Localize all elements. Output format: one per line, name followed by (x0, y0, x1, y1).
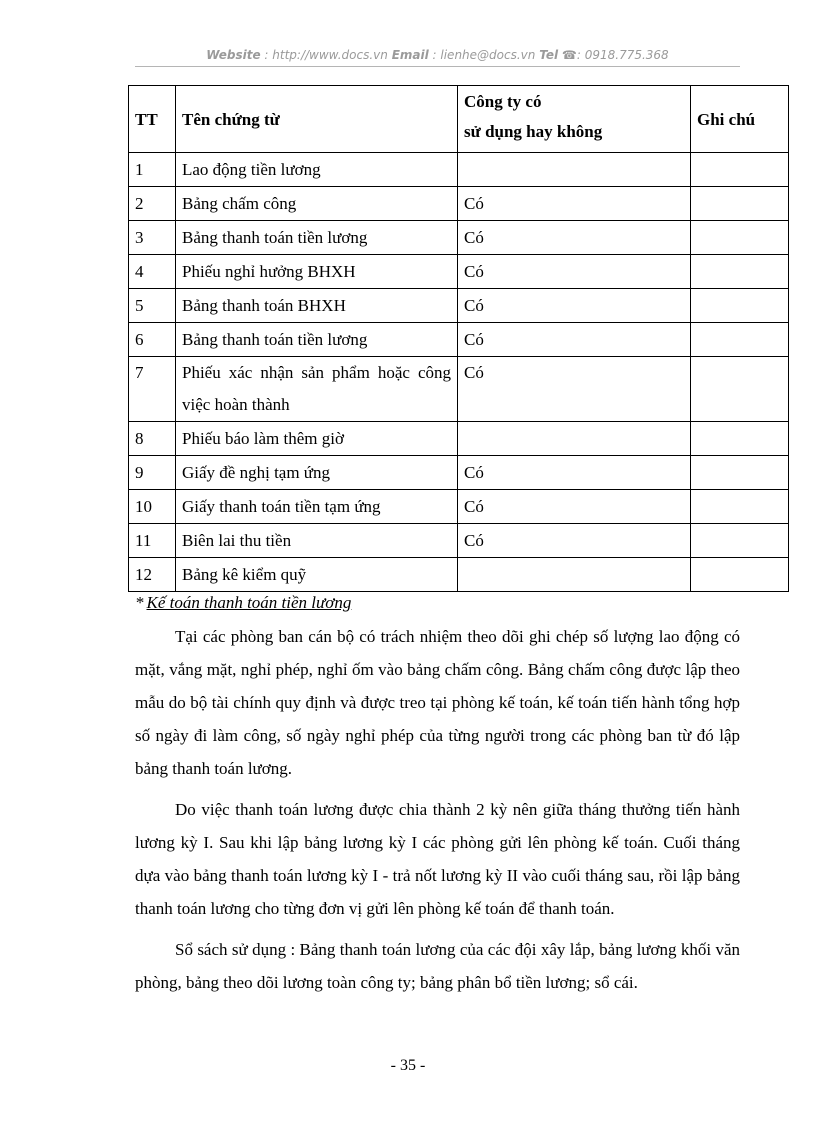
tel-number: : 0918.775.368 (576, 48, 669, 62)
cell-tt: 7 (129, 357, 176, 422)
cell-used: Có (458, 187, 691, 221)
column-header-used-line1: Công ty có (464, 92, 542, 111)
cell-used: Có (458, 289, 691, 323)
cell-tt: 10 (129, 490, 176, 524)
document-table (128, 85, 789, 592)
cell-used (458, 153, 691, 187)
table-row (129, 289, 789, 323)
cell-note (691, 153, 789, 187)
cell-used: Có (458, 490, 691, 524)
cell-used: Có (458, 524, 691, 558)
cell-name: Bảng thanh toán tiền lương (176, 323, 458, 357)
cell-note (691, 221, 789, 255)
email-label: Email (391, 48, 429, 62)
table-row (129, 221, 789, 255)
cell-note (691, 323, 789, 357)
cell-note (691, 422, 789, 456)
column-header-note: Ghi chú (691, 86, 789, 153)
phone-icon: ☎ (561, 48, 577, 62)
table-row (129, 456, 789, 490)
table-row (129, 422, 789, 456)
table-row (129, 153, 789, 187)
cell-tt: 8 (129, 422, 176, 456)
tel-label: Tel (539, 48, 559, 62)
cell-used (458, 558, 691, 592)
section-heading (135, 593, 351, 613)
table-row (129, 558, 789, 592)
cell-used (458, 422, 691, 456)
section-heading-text: Kế toán thanh toán tiền lương (146, 593, 352, 612)
cell-note (691, 255, 789, 289)
table-row (129, 357, 789, 422)
asterisk-marker: * (135, 593, 144, 612)
website-url: : http://www.docs.vn (260, 48, 392, 62)
cell-tt: 2 (129, 187, 176, 221)
cell-note (691, 187, 789, 221)
table-row (129, 490, 789, 524)
cell-name: Giấy đề nghị tạm ứng (176, 456, 458, 490)
cell-note (691, 456, 789, 490)
cell-used: Có (458, 323, 691, 357)
cell-tt: 11 (129, 524, 176, 558)
cell-name: Bảng kê kiểm quỹ (176, 558, 458, 592)
table-row (129, 255, 789, 289)
header-divider (135, 66, 740, 67)
page-number: - 35 - (390, 1057, 426, 1074)
column-header-name: Tên chứng từ (176, 86, 458, 153)
cell-name: Giấy thanh toán tiền tạm ứng (176, 490, 458, 524)
column-header-used-line2: sử dụng hay không (464, 122, 603, 141)
paragraph: Do việc thanh toán lương được chia thành 2 kỳ nên giữa tháng thưởng tiến hành lương kỳ I. Sau khi lập bảng lương kỳ I các phòng gửi lên phòng kế toán. Cuối tháng dựa vào bảng thanh toán lương kỳ I - trả nốt lương kỳ II vào cuối tháng sau, rồi lập bảng thanh toán lương cho từng đơn vị gửi lên phòng kế toán để thanh toán. (135, 800, 740, 918)
cell-tt: 12 (129, 558, 176, 592)
column-header-used (458, 86, 691, 153)
page-header (135, 47, 740, 63)
paragraph: Sổ sách sử dụng : Bảng thanh toán lương của các đội xây lắp, bảng lương khối văn phòng, bảng theo dõi lương toàn công ty; bảng phân bổ tiền lương; sổ cái. (135, 940, 740, 992)
cell-name: Bảng thanh toán tiền lương (176, 221, 458, 255)
cell-tt: 6 (129, 323, 176, 357)
cell-note (691, 357, 789, 422)
cell-name: Biên lai thu tiền (176, 524, 458, 558)
body-text (135, 620, 740, 1007)
table-row (129, 187, 789, 221)
email-address: : lienhe@docs.vn (428, 48, 540, 62)
cell-used: Có (458, 456, 691, 490)
column-header-tt: TT (129, 86, 176, 153)
cell-name: Bảng chấm công (176, 187, 458, 221)
cell-name: Lao động tiền lương (176, 153, 458, 187)
cell-note (691, 558, 789, 592)
cell-name: Phiếu báo làm thêm giờ (176, 422, 458, 456)
cell-note (691, 524, 789, 558)
cell-note (691, 490, 789, 524)
paragraph: Tại các phòng ban cán bộ có trách nhiệm theo dõi ghi chép số lượng lao động có mặt, vắng mặt, nghỉ phép, nghỉ ốm vào bảng chấm công. Bảng chấm công được lập theo mẫu do bộ tài chính quy định và được treo tại phòng kế toán, kế toán tiến hành tổng hợp số ngày đi làm công, số ngày nghỉ phép của từng người trong các phòng ban từ đó lập bảng thanh toán lương. (135, 627, 740, 778)
cell-name: Phiếu xác nhận sản phẩm hoặc công việc hoàn thành (176, 357, 458, 422)
table-row (129, 524, 789, 558)
table-header-row (129, 86, 789, 153)
cell-used: Có (458, 255, 691, 289)
cell-tt: 3 (129, 221, 176, 255)
cell-used: Có (458, 221, 691, 255)
cell-used: Có (458, 357, 691, 422)
cell-name: Phiếu nghỉ hưởng BHXH (176, 255, 458, 289)
table-row (129, 323, 789, 357)
cell-tt: 4 (129, 255, 176, 289)
cell-tt: 5 (129, 289, 176, 323)
cell-name: Bảng thanh toán BHXH (176, 289, 458, 323)
cell-tt: 1 (129, 153, 176, 187)
cell-note (691, 289, 789, 323)
cell-tt: 9 (129, 456, 176, 490)
website-label: Website (206, 48, 261, 62)
